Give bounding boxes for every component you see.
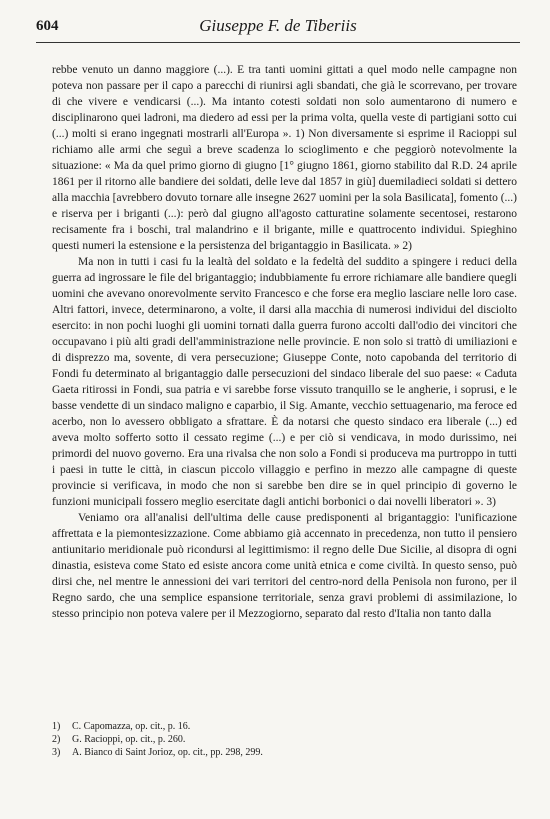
page-number: 604 xyxy=(36,18,59,34)
footnote-number: 3) xyxy=(52,747,61,758)
footnote xyxy=(52,720,517,733)
paragraph: Ma non in tutti i casi fu la lealtà del soldato e la fedeltà del suddito a spingere i reduci della guerra ad ingrossare le file del brigantaggio; indubbiamente fu errore richiamare alle bandiere quegli uomini che avevano onorevolmente servito Francesco e che forse era meglio lasciare nelle loro case. Altri fattori, invece, determinarono, a volte, il darsi alla macchia di numerosi individui del disciolto esercito: in non pochi luoghi gli uomini tornati dalla guerra furono accolti dall'odio dei vincitori che occupavano i più alti gradi dell'amministrazione nelle provincie. E non solo si trattò di umiliazioni e di disprezzo ma, sovente, di vera persecuzione; Giuseppe Conte, noto capobanda del territorio di Fondi fu determinato al brigantaggio dalle persecuzioni del sindaco liberale del suo paese: « Caduta Gaeta ritirossi in Fondi, sua patria e vi sarebbe forse vissuto tranquillo se le angherie, i soprusi, e le basse vendette di un sindaco maligno e caparbio, il Sig. Amante, vecchio settuagenario, ma feroce ed acerbo, non lo avessero obbligato a sfrattare. È da notarsi che questo sindaco era liberale (...) ed aveva molto sofferto sotto il cessato regime (...) e per ciò si vendicava, in modo durissimo, nei primordi del nuovo governo. Era una rivalsa che non solo a Fondi si produceva ma purtroppo in tutti i paesi in tutte le città, in ciascun piccolo villaggio e perfino in mezzo alle campagne di queste provincie si verificava, in modo che non si sarebbe ben dire se in quel principio di governo le funzioni municipali fossero meglio esercitate dagli antichi borbonici o dai novelli liberatori ». 3) xyxy=(52,256,517,508)
body-text xyxy=(52,62,517,622)
paragraph: rebbe venuto un danno maggiore (...). E tra tanti uomini gittati a quel modo nelle campagne non poteva non passare per il capo a parecchi di riunirsi agli sbandati, che già le scorrevano, per trovare di che vivere e vendicarsi (...). Ma intanto cotesti soldati non solo aumentarono di numero e disciplinarono quei ladroni, ma diedero ad essi per la prima volta, quella veste di partigiani sotto cui (...) molti si erano ingegnati mostrarli all'Europa ». 1) Non diversamente si esprime il Racioppi sul richiamo alle armi che seguì a breve scadenza lo scioglimento e che peggiorò notevolmente la situazione: « Ma da quel primo giorno di giugno [1° giugno 1861, giorno stabilito dal R.D. 24 aprile 1861 per il ritorno alle bandiere dei soldati, delle leve dal 1857 in giù] duemiladieci soldati si dettero alla macchia [avrebbero dovuto tornare alle insegne 2627 uomini per la sola Basilicata], fomento (...) e riserva per i briganti (...): però dal giugno all'agosto catturatine solamente secentosei, restarono recisamente fra i boschi, tral malandrino e il brigante, mille e quattrocento individui. Spieghino questi numeri la estensione e la persistenza del brigantaggio in Basilicata. » 2) xyxy=(52,64,517,252)
running-head xyxy=(36,14,520,43)
footnote-text: G. Racioppi, op. cit., p. 260. xyxy=(72,734,186,745)
footnote-text: C. Capomazza, op. cit., p. 16. xyxy=(72,721,191,732)
footnote xyxy=(52,733,517,746)
footnote-text: A. Bianco di Saint Jorioz, op. cit., pp. 298, 299. xyxy=(72,747,263,758)
running-title: Giuseppe F. de Tiberiis xyxy=(199,16,357,35)
paragraph: Veniamo ora all'analisi dell'ultima delle cause predisponenti al brigantaggio: l'unificazione affrettata e la piemontesizzazione. Come abbiamo già accennato in precedenza, non tutto il pensiero antiunitario meridionale può ricondursi al legittimismo: il regno delle Due Sicilie, al disopra di ogni dinastia, esisteva come Stato ed esiste ancora come unità etnica e come civiltà. In questo senso, può dirsi che, nel mentre le annessioni dei vari territori del centro-nord della Penisola non furono, per il Regno sardo, che una semplice espansione territoriale, senza gravi problemi di assimilazione, lo stesso principio non poteva valere per il Mezzogiorno, separato dal resto d'Italia non tanto dalla xyxy=(52,512,517,620)
footnote-number: 1) xyxy=(52,721,61,732)
footnotes xyxy=(52,720,517,759)
footnote xyxy=(52,746,517,759)
footnote-number: 2) xyxy=(52,734,61,745)
